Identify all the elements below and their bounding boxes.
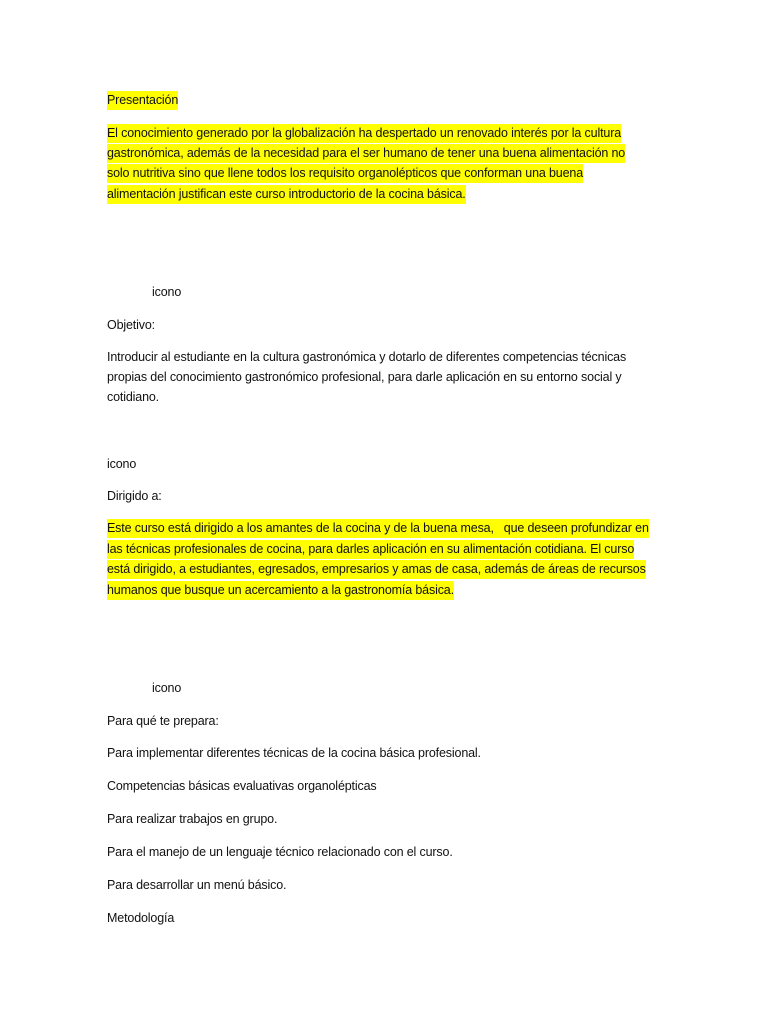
presentacion-line-1-wrap <box>107 126 621 141</box>
dirigido-heading: Dirigido a: <box>107 489 162 503</box>
prepara-item-4: Para el manejo de un lenguaje técnico relacionado con el curso. <box>107 845 453 859</box>
objetivo-icon-placeholder: icono <box>152 285 182 299</box>
objetivo-line-2: propias del conocimiento gastronómico profesional, para darle aplicación en su entorno social y <box>107 370 622 384</box>
prepara-item-1: Para implementar diferentes técnicas de la cocina básica profesional. <box>107 746 481 760</box>
objetivo-line-3: cotidiano. <box>107 390 160 404</box>
prepara-heading: Para qué te prepara: <box>107 714 219 728</box>
presentacion-line-2-wrap <box>107 146 625 161</box>
dirigido-line-2-wrap <box>107 542 634 557</box>
objetivo-heading: Objetivo: <box>107 318 155 332</box>
presentacion-line-3: solo nutritiva sino que llene todos los requisito organolépticos que conforman una buena <box>107 164 583 183</box>
presentacion-line-3-wrap <box>107 166 583 181</box>
presentacion-line-2: gastronómica, además de la necesidad para el ser humano de tener una buena alimentación no <box>107 144 625 163</box>
presentacion-line-4-wrap <box>107 187 466 202</box>
prepara-item-2: Competencias básicas evaluativas organolépticas <box>107 779 377 793</box>
objetivo-line-1: Introducir al estudiante en la cultura gastronómica y dotarlo de diferentes competencias técnicas <box>107 350 627 364</box>
prepara-item-3: Para realizar trabajos en grupo. <box>107 812 278 826</box>
dirigido-line-3: está dirigido, a estudiantes, egresados, empresarios y amas de casa, además de áreas de recursos <box>107 560 646 579</box>
dirigido-line-4: humanos que busque un acercamiento a la gastronomía básica. <box>107 581 454 600</box>
dirigido-icon-placeholder: icono <box>107 457 137 471</box>
metodologia-heading: Metodología <box>107 911 175 925</box>
dirigido-line-4-wrap <box>107 583 454 598</box>
presentacion-line-4: alimentación justifican este curso introductorio de la cocina básica. <box>107 185 466 204</box>
dirigido-line-3-wrap <box>107 562 646 577</box>
presentacion-heading-wrap <box>107 93 178 108</box>
presentacion-line-1: El conocimiento generado por la globalización ha despertado un renovado interés por la cultura <box>107 124 621 143</box>
prepara-item-5: Para desarrollar un menú básico. <box>107 878 287 892</box>
prepara-icon-placeholder: icono <box>152 681 182 695</box>
presentacion-heading: Presentación <box>107 91 178 110</box>
dirigido-line-1: Este curso está dirigido a los amantes de la cocina y de la buena mesa, que deseen profundizar en <box>107 519 649 538</box>
dirigido-line-1-wrap <box>107 521 649 536</box>
dirigido-line-2: las técnicas profesionales de cocina, para darles aplicación en su alimentación cotidiana. El curso <box>107 540 634 559</box>
